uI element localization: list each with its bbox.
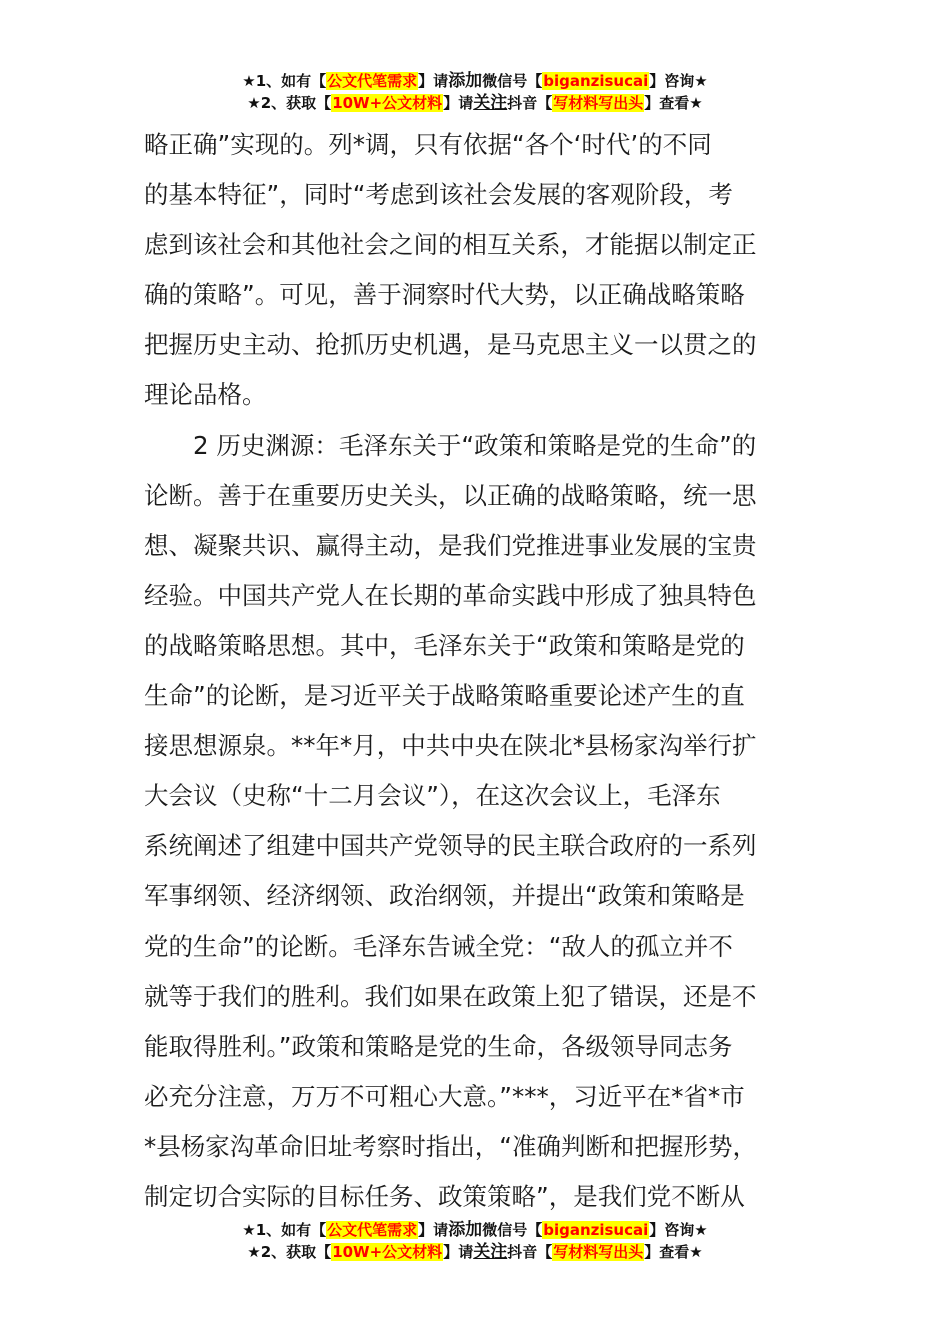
text-line: 系统阐述了组建中国共产党领导的民主联合政府的一系列 (144, 831, 757, 861)
banner-text: 】请 (418, 72, 449, 90)
banner-highlight: 10W+公文材料 (332, 94, 443, 112)
text-line: 能取得胜利。”政策和策略是党的生命，各级领导同志务 (144, 1031, 733, 1061)
text-line: 理论品格。 (144, 380, 267, 410)
text-line: 生命”的论断，是习近平关于战略策略重要论述产生的直 (144, 681, 745, 711)
banner-text: 微信号【 (482, 72, 543, 90)
text-line: 必充分注意，万万不可粗心大意。”***，习近平在*省*市 (144, 1081, 745, 1111)
text-line: 的基本特征”，同时“考虑到该社会发展的客观阶段，考 (144, 180, 733, 210)
banner-highlight: 公文代笔需求 (327, 72, 418, 90)
text-line: 确的策略”。可见，善于洞察时代大势，以正确战略策略 (144, 280, 745, 310)
banner-line-2 (0, 1241, 950, 1263)
document-body (144, 120, 808, 1222)
text-line: 虑到该社会和其他社会之间的相互关系，才能据以制定正 (144, 230, 757, 260)
text-line: *县杨家沟革命旧址考察时指出，“准确判断和把握形势， (144, 1131, 757, 1161)
banner-douyin-id: 写材料写出头 (553, 1243, 644, 1261)
header-banner (0, 70, 950, 114)
text-line: 把握历史主动、抢抓历史机遇，是马克思主义一以贯之的 (144, 330, 757, 360)
text-line: 大会议（史称“十二月会议”），在这次会议上，毛泽东 (144, 781, 721, 811)
banner-text: ★2、获取【 (247, 94, 332, 112)
text-line: 党的生命”的论断。毛泽东告诫全党：“敌人的孤立并不 (144, 931, 733, 961)
banner-line-1 (0, 70, 950, 92)
text-line: 就等于我们的胜利。我们如果在政策上犯了错误，还是不 (144, 981, 757, 1011)
banner-wechat-id: biganzisucai (543, 1221, 649, 1239)
banner-text: 】咨询★ (649, 72, 708, 90)
text-line: 经验。中国共产党人在长期的革命实践中形成了独具特色 (144, 580, 757, 610)
text-line: 制定切合实际的目标任务、政策策略”，是我们党不断从 (144, 1181, 745, 1211)
banner-emphasis: 关注 (473, 1242, 508, 1262)
text-line: 军事纲领、经济纲领、政治纲领，并提出“政策和策略是 (144, 881, 745, 911)
banner-wechat-id: biganzisucai (543, 72, 649, 90)
banner-text: ★1、如有【 (242, 72, 327, 90)
text-line: 略正确”实现的。列*调，只有依据“各个‘时代’的不同 (144, 130, 712, 159)
banner-text: 抖音【 (507, 94, 553, 112)
text-line: 接思想源泉。**年*月，中共中央在陕北*县杨家沟举行扩 (144, 731, 757, 761)
text-line: 想、凝聚共识、赢得主动，是我们党推进事业发展的宝贵 (144, 530, 757, 560)
banner-text: 】请 (443, 94, 474, 112)
banner-text: ★2、获取【 (247, 1243, 332, 1261)
banner-text: 】查看★ (644, 1243, 703, 1261)
banner-line-1 (0, 1219, 950, 1241)
banner-text: 】请 (443, 1243, 474, 1261)
banner-text: 抖音【 (507, 1243, 553, 1261)
banner-douyin-id: 写材料写出头 (553, 94, 644, 112)
banner-line-2 (0, 92, 950, 114)
banner-text: 】查看★ (644, 94, 703, 112)
banner-highlight: 公文代笔需求 (327, 1221, 418, 1239)
banner-text: 】请 (418, 1221, 449, 1239)
banner-emphasis: 添加 (448, 71, 483, 91)
banner-text: 微信号【 (482, 1221, 543, 1239)
text-line: 2 历史渊源：毛泽东关于“政策和策略是党的生命”的 (144, 430, 757, 460)
banner-text: ★1、如有【 (242, 1221, 327, 1239)
text-line: 论断。善于在重要历史关头，以正确的战略策略，统一思 (144, 480, 757, 510)
banner-highlight: 10W+公文材料 (332, 1243, 443, 1261)
banner-text: 】咨询★ (649, 1221, 708, 1239)
text-line: 的战略策略思想。其中，毛泽东关于“政策和策略是党的 (144, 630, 745, 660)
banner-emphasis: 添加 (448, 1220, 483, 1240)
footer-banner (0, 1219, 950, 1263)
banner-emphasis: 关注 (473, 93, 508, 113)
